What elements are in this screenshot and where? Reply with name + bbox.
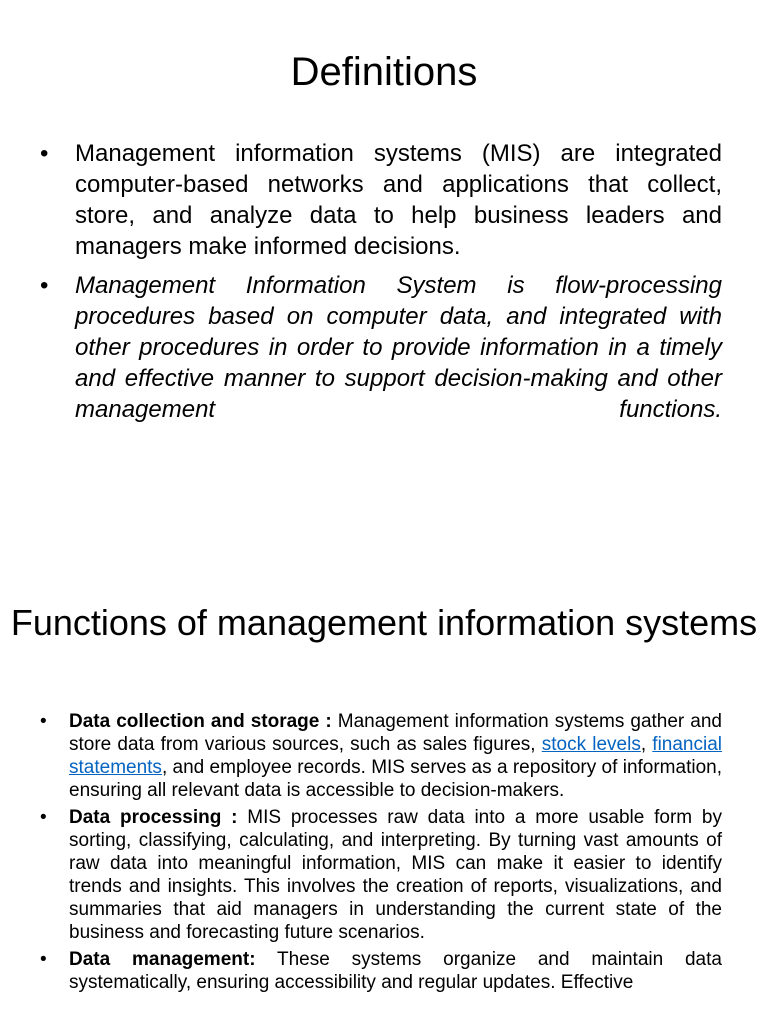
list-item xyxy=(40,710,722,802)
function-text: Management information systems gather and store data from various sources, such as sales figures, xyxy=(69,711,722,755)
list-item xyxy=(40,948,722,994)
function-term: Data management: xyxy=(69,949,256,970)
bullet-icon: • xyxy=(40,807,47,828)
bullet-icon: • xyxy=(40,949,47,970)
function-term: Data collection and storage : xyxy=(69,711,332,732)
definitions-list xyxy=(40,138,722,433)
function-text: MIS processes raw data into a more usable form by sorting, classifying, calculating, and interpreting. By turning vast amounts of raw data into meaningful information, MIS can make it easier to identify trends and insights. This involves the creation of reports, visualizations, and summaries that aid managers in understanding the current state of the business and forecasting future scenarios. xyxy=(69,807,722,943)
list-item xyxy=(40,138,722,262)
definition-text: Management Information System is flow-processing procedures based on computer data, and integrated with other procedures in order to provide information in a timely and effective manner to support decision-making and other management functions. xyxy=(75,272,722,423)
slide-functions xyxy=(0,576,768,1024)
definition-text: Management information systems (MIS) are integrated computer-based networks and applications that collect, store, and analyze data to help business leaders and managers make informed decisions. xyxy=(75,140,722,260)
function-text: , and employee records. MIS serves as a repository of information, ensuring all relevant data is accessible to decision-makers. xyxy=(69,757,722,801)
functions-list xyxy=(40,710,722,998)
bullet-icon: • xyxy=(40,140,49,167)
financial-statements-link[interactable]: financial statements xyxy=(69,734,723,778)
list-item xyxy=(40,806,722,944)
list-item xyxy=(40,270,722,425)
bullet-icon: • xyxy=(40,711,47,732)
slide-title: Functions of management information systems xyxy=(10,602,758,643)
function-text: These systems organize and maintain data systematically, ensuring accessibility and regular updates. Effective xyxy=(69,949,722,993)
bullet-icon: • xyxy=(40,272,49,299)
separator-text: , xyxy=(640,734,653,755)
stock-levels-link[interactable]: stock levels xyxy=(541,734,641,755)
function-term: Data processing : xyxy=(69,807,238,828)
slide-title: Definitions xyxy=(290,50,478,94)
